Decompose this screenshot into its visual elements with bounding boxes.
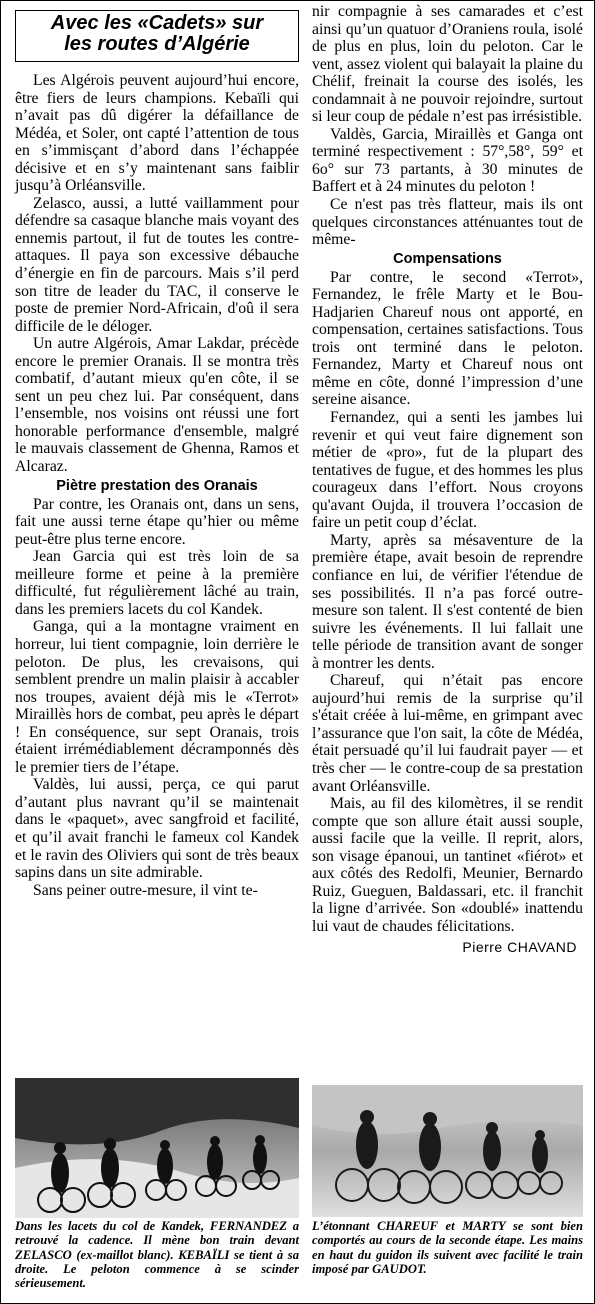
- photo-chareuf-marty: [312, 1085, 583, 1217]
- paragraph: Ce n'est pas très flatteur, mais ils ont quelques circonstances atténuantes tout de même-: [312, 196, 583, 249]
- paragraph: Les Algérois peuvent aujourd’hui encore, être fiers de leurs champions. Kebaïli qui n’avait pas dû digérer la défaillance de Médéa, et Soler, ont capté l’attention de tous en s’immisçant d’abord dans l’échappée décisive et en s’y maintenant sans faiblir jusqu’à Orléansville.: [15, 72, 299, 195]
- paragraph: Valdès, lui aussi, perça, ce qui parut d’autant plus navrant qu’il se maintenait dans le «paquet», avec sangfroid et facilité, et qu’il avait franchi le fameux col Kandek et le ravin des Oliviers qui sont de très beaux sapins dans un site admirable.: [15, 776, 299, 882]
- paragraph: Sans peiner outre-mesure, il vint te-: [33, 881, 258, 899]
- article-column-right: [312, 3, 583, 957]
- paragraph: Valdès, Garcia, Miraillès et Ganga ont terminé respectivement : 57°,58°, 59° et 6o° sur 73 partants, à 30 minutes de Baffert et à 24 minutes du peloton !: [312, 125, 583, 196]
- paragraph: Marty, après sa mésaventure de la première étape, avait besoin de reprendre confiance en lui, de vérifier l'étendue de ses possibilités. Il n’a pas forcé outre-mesure son talent. Il s'est contenté de bien suivre les événements. Il lui fallait une telle période de transition avant de songer à montrer les dents.: [312, 531, 583, 672]
- article-title-line-2: les routes d’Algérie: [64, 33, 250, 55]
- paragraph: Zelasco, aussi, a lutté vaillamment pour défendre sa casaque blanche mais voyant des ennemis partout, il fut de toutes les contre-attaques. Il paya son excessive débauche d’énergie en fin de parcours. Mais s’il perd son titre de leader du TAC, il conserve le poste de premier Nord-Africain, d'oû il sera difficile de le déloger.: [15, 194, 299, 335]
- paragraph: Jean Garcia qui est très loin de sa meilleure forme et peine à la première difficulté, fut régulièrement lâché au train, dans les premiers lacets du col Kandek.: [15, 548, 299, 618]
- article-column-left: [15, 3, 299, 899]
- paragraph: Ganga, qui a la montagne vraiment en horreur, lui tient compagnie, loin derrière le peloton. De plus, les crevaisons, qui semblent prendre un malin plaisir à accabler nos troupes, avaient déjà mis le «Terrot» Miraillès hors de combat, peu après le départ ! En conséquence, sur sept Oranais, trois étaient irrémédiablement décramponnés dès le premier tiers de l’étape.: [15, 618, 299, 776]
- paragraph: Un autre Algérois, Amar Lakdar, précède encore le premier Oranais. Il se montra très combatif, d’autant mieux qu'en côte, il se sent un peu chez lui. Par conséquent, dans l’ensemble, nos voisins ont réussi une fort honorable performance d'ensemble, malgré le mauvais classement de Ghenna, Ramos et Alcaraz.: [15, 335, 299, 476]
- paragraph: Fernandez, qui a senti les jambes lui revenir et qui veut faire dignement son métier de «pro», fut de la plupart des tentatives de fugue, et des hommes les plus courageux dans l’effort. Nous croyons qu'avant Oujda, il trouvera l’occasion de faire un petit coup d’éclat.: [312, 409, 583, 532]
- paragraph-continued: nir compagnie à ses camarades et c’est ainsi qu’un quatuor d’Oraniens roula, isolé de plus en plus, loin du peloton. Car le vent, assez violent qui balayait la plaine du Chélif, freinait la course des isolés, les condamnait à ne pouvoir rejoindre, surtout si leur coup de pédale n’est pas irrésistible.: [312, 3, 583, 126]
- photo-caption-right: L’étonnant CHAREUF et MARTY se sont bien comportés au cours de la seconde étape. Les mains en haut du guidon ils suivent avec facilité le train imposé par GAUDOT.: [312, 1219, 583, 1276]
- subheading-compensations: Compensations: [393, 250, 502, 267]
- author-signature: Pierre CHAVAND: [462, 939, 577, 956]
- paragraph: Mais, au fil des kilomètres, il se rendit compte que son allure était aussi souple, aussi facile que la veille. Il reprit, alors, son visage épanoui, un tantinet «fiérot» et aux côtés des Redolfi, Meunier, Bernardo Ruiz, Gueguen, Baldassari, etc. il franchit la ligne d’arrivée. Son «doublé» inattendu lui vaut de chaudes félicitations.: [312, 795, 583, 935]
- paragraph: Par contre, les Oranais ont, dans un sens, fait une aussi terne étape qu’hier ou même peut-être plus terne encore.: [15, 495, 299, 548]
- paragraph: Chareuf, qui n’était pas encore aujourd’hui remis de la surprise qu’il s'était créée à lui-même, en grimpant avec l’assurance que l'on sait, la côte de Médéa, était persuadé qu’il lui faudrait payer — et très cher — le contre-coup de sa prestation avant Orléansville.: [312, 672, 583, 795]
- article-title-line-1: Avec les «Cadets» sur: [50, 12, 264, 34]
- subheading-oranais: Piètre prestation des Oranais: [56, 477, 258, 494]
- paragraph: Par contre, le second «Terrot», Fernandez, le frêle Marty et le Bou-Hadjarien Chareuf nous ont apporté, en compensation, certaines satisfactions. Tous trois ont terminé dans le peloton. Fernandez, Marty et Chareuf nous ont même en côte, donné l’impression d’une sereine aisance.: [312, 268, 583, 409]
- photo-cyclists-climbing: [15, 1078, 299, 1218]
- article-title-box: [15, 10, 299, 62]
- photo-caption-left: Dans les lacets du col de Kandek, FERNANDEZ a retrouvé la cadence. Il mène bon train devant ZELASCO (ex-maillot blanc). KEBAÏLI se tient à sa droite. Le peloton commence à se scinder sérieusement.: [15, 1219, 299, 1291]
